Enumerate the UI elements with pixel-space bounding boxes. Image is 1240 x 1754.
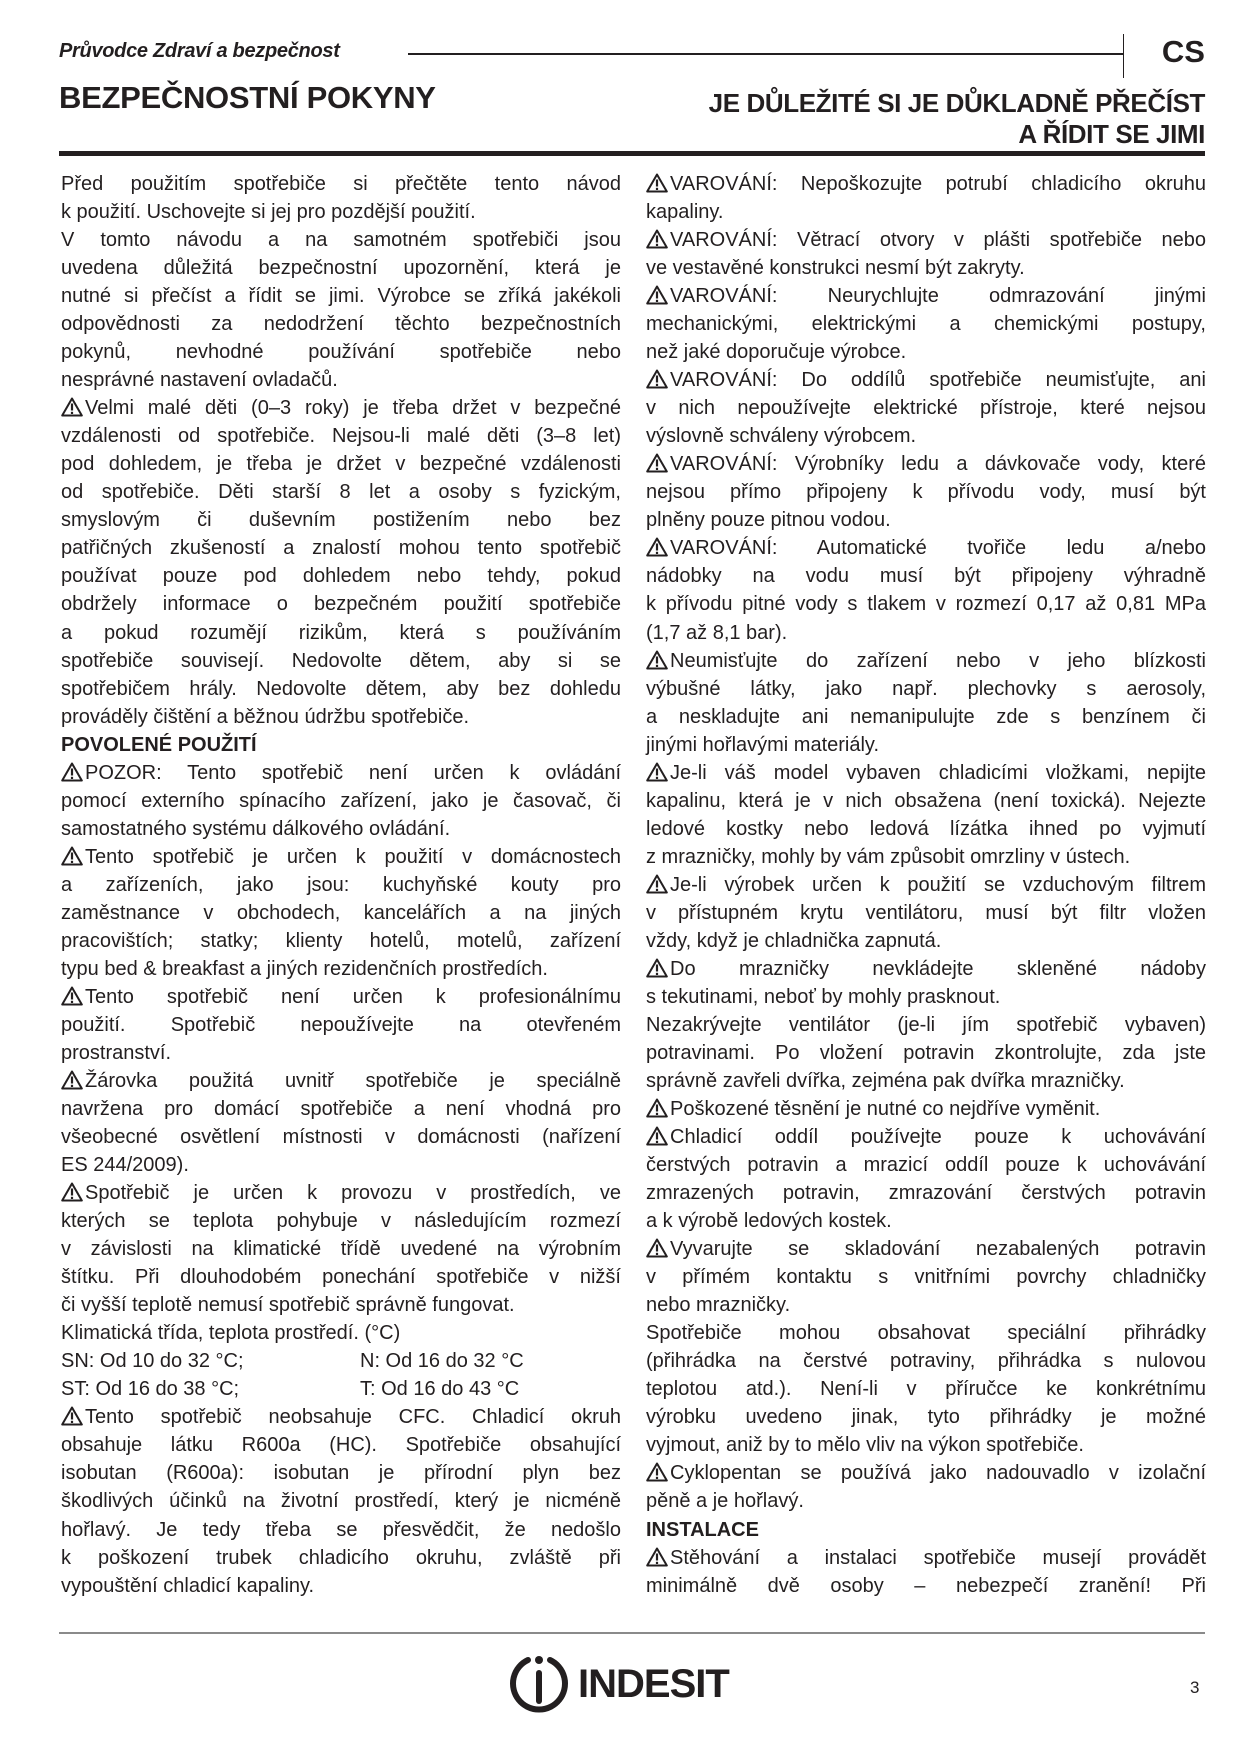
- text-line: [61, 927, 621, 955]
- line-text: pod dohledem, je třeba je držet v bezpečné vzdálenosti: [61, 453, 621, 476]
- text-line: [61, 1572, 621, 1600]
- line-text: a pokud rozumějí rizikům, která s používáním: [61, 621, 621, 644]
- text-line: [646, 843, 1206, 871]
- warning-triangle-icon: [646, 537, 668, 557]
- line-text: Tento spotřebič je určen k použití v domácnostech: [85, 845, 621, 868]
- text-line: [61, 1403, 621, 1431]
- warning-triangle-icon: [61, 397, 83, 417]
- text-line: [61, 1179, 621, 1207]
- text-line: [646, 1067, 1206, 1095]
- text-line: [646, 506, 1206, 534]
- text-line: [61, 1235, 621, 1263]
- line-text: spotřebiče souvisejí. Nedovolte dětem, aby si se: [61, 649, 621, 672]
- line-text: Žárovka použitá uvnitř spotřebiče je speciálně: [85, 1070, 621, 1092]
- line-text: navržena pro domácí spotřebiče a není vhodná pro: [61, 1098, 621, 1121]
- line-text: odpovědnosti za nedodržení těchto bezpečnostních: [61, 313, 621, 336]
- line-text: vzdálenosti od spotřebiče. Nejsou-li malé děti (3–8 let): [61, 425, 621, 448]
- line-text: v přímém kontaktu s vnitřními povrchy chladničky: [646, 1266, 1206, 1289]
- text-line: [646, 170, 1206, 198]
- warning-triangle-icon: [646, 762, 668, 782]
- text-line: [646, 338, 1206, 366]
- line-text: Stěhování a instalaci spotřebiče musejí provádět: [670, 1546, 1206, 1569]
- line-text: (1,7 až 8,1 bar).: [646, 621, 788, 644]
- brand-name: INDESIT: [578, 1661, 729, 1706]
- text-line: [646, 1263, 1206, 1291]
- text-line: [61, 1459, 621, 1487]
- line-text: pracovištích; statky; klienty hotelů, motelů, zařízení: [61, 929, 621, 952]
- line-text: potravinami. Po vložení potravin zkontrolujte, zda jste: [646, 1041, 1206, 1064]
- line-text: Před použitím spotřebiče si přečtěte tento návod: [61, 173, 621, 195]
- text-line: [646, 198, 1206, 226]
- line-text: Neumisťujte do zařízení nebo v jeho blízkosti: [670, 649, 1206, 672]
- warning-triangle-icon: [646, 1098, 668, 1118]
- line-text: nádobky na vodu musí být připojeny výhradně: [646, 565, 1206, 588]
- text-line: [646, 394, 1206, 422]
- text-line: [61, 170, 621, 198]
- line-text: VAROVÁNÍ: Do oddílů spotřebiče neumisťujte, ani: [670, 369, 1206, 392]
- text-line: [646, 1011, 1206, 1039]
- text-line: [61, 254, 621, 282]
- line-text: kapalinu, která je v nich obsažena (není toxická). Nejezte: [646, 789, 1206, 812]
- line-text: štítku. Při dlouhodobém ponechání spotřebiče v nižší: [61, 1266, 621, 1289]
- text-line: [646, 983, 1206, 1011]
- line-text: samostatného systému dálkového ovládání.: [61, 817, 451, 840]
- page-title: BEZPEČNOSTNÍ POKYNY: [59, 80, 436, 115]
- text-line: [61, 1095, 621, 1123]
- indesit-logo: [508, 1652, 748, 1716]
- line-text: plněny pouze pitnou vodou.: [646, 509, 891, 532]
- text-line: [646, 955, 1206, 983]
- line-text: Nezakrývejte ventilátor (je-li jím spotřebič vybaven): [646, 1013, 1206, 1036]
- line-text: (přihrádka na čerstvé potraviny, přihrádka s nulovou: [646, 1350, 1206, 1373]
- text-line: [61, 478, 621, 506]
- line-text: výslovně schváleny výrobcem.: [646, 425, 917, 448]
- line-text: než jaké doporučuje výrobce.: [646, 341, 907, 364]
- climate-class-row: [61, 1375, 621, 1403]
- line-text: Chladicí oddíl používejte pouze k uchovávání: [670, 1126, 1206, 1149]
- text-line: [61, 815, 621, 843]
- line-text: isobutan (R600a): isobutan je přírodní plyn bez: [61, 1462, 621, 1485]
- warning-triangle-icon: [646, 1126, 668, 1146]
- line-text: prostranství.: [61, 1041, 172, 1064]
- warning-triangle-icon: [646, 285, 668, 305]
- line-text: Do mrazničky nevkládejte skleněné nádoby: [670, 957, 1206, 980]
- text-line: [61, 759, 621, 787]
- subtitle-line: A ŘÍDIT SE JIMI: [1018, 119, 1205, 149]
- text-line: [61, 1067, 621, 1095]
- line-text: vyjmout, aniž by to mělo vliv na výkon spotřebiče.: [646, 1434, 1084, 1457]
- text-line: [646, 1319, 1206, 1347]
- line-text: minimálně dvě osoby – nebezpečí zranění! Při: [646, 1574, 1206, 1597]
- warning-triangle-icon: [61, 1070, 83, 1090]
- text-line: [61, 899, 621, 927]
- line-text: s tekutinami, neboť by mohly prasknout.: [646, 985, 1001, 1008]
- warning-triangle-icon: [646, 874, 668, 894]
- text-line: [646, 282, 1206, 310]
- text-line: [646, 675, 1206, 703]
- language-code: CS: [1161, 34, 1205, 69]
- line-text: nesprávné nastavení ovladačů.: [61, 369, 338, 392]
- subtitle-line: JE DŮLEŽITÉ SI JE DŮKLADNĚ PŘEČÍST: [708, 88, 1205, 118]
- text-line: [61, 590, 621, 618]
- line-text: vypouštění chladicí kapaliny.: [61, 1574, 315, 1597]
- text-line: [61, 647, 621, 675]
- line-text: ve vestavěné konstrukci nesmí být zakryty.: [646, 257, 1025, 280]
- text-line: [61, 338, 621, 366]
- text-line: [61, 394, 621, 422]
- warning-triangle-icon: [61, 846, 83, 866]
- section-heading: [61, 731, 621, 759]
- line-text: VAROVÁNÍ: Neurychlujte odmrazování jinými: [670, 285, 1206, 308]
- text-line: [646, 226, 1206, 254]
- text-line: [646, 1459, 1206, 1487]
- text-line: [646, 1291, 1206, 1319]
- climate-class-range: T: Od 16 do 43 °C: [360, 1378, 520, 1401]
- line-text: výbušné látky, jako např. plechovky s aerosoly,: [646, 677, 1206, 700]
- line-text: zaměstnance v obchodech, kancelářích a na jiných: [61, 901, 621, 924]
- line-text: VAROVÁNÍ: Nepoškozujte potrubí chladicího okruhu: [670, 173, 1206, 195]
- line-text: Je-li váš model vybaven chladicími vložkami, nepijte: [670, 761, 1206, 784]
- text-line: [61, 1039, 621, 1067]
- line-text: nebo mrazničky.: [646, 1294, 791, 1317]
- page-number: 3: [1190, 1678, 1200, 1697]
- text-line: [61, 1319, 621, 1347]
- line-text: POZOR: Tento spotřebič není určen k ovládání: [85, 761, 621, 784]
- line-text: vždy, když je chladnička zapnutá.: [646, 929, 942, 952]
- text-line: [646, 1375, 1206, 1403]
- text-line: [646, 703, 1206, 731]
- line-text: VAROVÁNÍ: Výrobníky ledu a dávkovače vody, které: [670, 453, 1206, 476]
- warning-triangle-icon: [61, 986, 83, 1006]
- text-line: [646, 1179, 1206, 1207]
- text-line: [61, 871, 621, 899]
- warning-triangle-icon: [61, 1406, 83, 1426]
- line-text: výrobku uvedeno jinak, tyto přihrádky je možné: [646, 1406, 1206, 1429]
- text-line: [61, 1207, 621, 1235]
- line-text: pokynů, nevhodné používání spotřebiče nebo: [61, 341, 621, 364]
- climate-class-row: [61, 1347, 621, 1375]
- header-rule: [408, 53, 1124, 55]
- text-line: [646, 366, 1206, 394]
- text-line: [646, 562, 1206, 590]
- text-line: [646, 1235, 1206, 1263]
- text-line: [646, 787, 1206, 815]
- line-text: pomocí externího spínacího zařízení, jako je časovač, či: [61, 789, 621, 812]
- line-text: a neskladujte ani nemanipulujte zde s benzínem či: [646, 705, 1206, 728]
- text-line: [646, 534, 1206, 562]
- warning-triangle-icon: [646, 229, 668, 249]
- left-column: [61, 170, 621, 1600]
- text-line: [61, 1431, 621, 1459]
- text-line: [646, 1487, 1206, 1515]
- guide-title: Průvodce Zdraví a bezpečnost: [59, 40, 340, 62]
- text-line: [61, 198, 621, 226]
- text-line: [61, 562, 621, 590]
- line-text: zmrazených potravin, zmrazování čerstvých potravin: [646, 1182, 1206, 1205]
- line-text: Tento spotřebič není určen k profesionálnímu: [85, 985, 621, 1008]
- line-text: hořlavý. Je tedy třeba se přesvědčit, že nedošlo: [61, 1518, 621, 1541]
- line-text: a zařízeních, jako jsou: kuchyňské kouty pro: [61, 873, 621, 896]
- line-text: teplotou atd.). Není-li v příručce ke konkrétnímu: [646, 1378, 1206, 1401]
- text-line: [61, 1123, 621, 1151]
- text-line: [646, 254, 1206, 282]
- text-line: [646, 1347, 1206, 1375]
- text-line: [646, 1403, 1206, 1431]
- text-line: [61, 366, 621, 394]
- line-text: čerstvých potravin a mrazicí oddíl pouze k uchovávání: [646, 1154, 1206, 1177]
- text-line: [646, 927, 1206, 955]
- text-line: [646, 1151, 1206, 1179]
- text-line: [646, 1039, 1206, 1067]
- text-line: [61, 955, 621, 983]
- line-text: správně zavřeli dvířka, zejména pak dvířka mrazničky.: [646, 1070, 1125, 1092]
- warning-triangle-icon: [61, 1182, 83, 1202]
- line-text: V tomto návodu a na samotném spotřebiči jsou: [61, 229, 621, 252]
- line-text: Klimatická třída, teplota prostředí. (°C): [61, 1322, 401, 1345]
- line-text: škodlivých účinků na životní prostředí, který je nicméně: [61, 1490, 621, 1513]
- text-line: [646, 1572, 1206, 1600]
- line-text: použití. Spotřebič nepoužívejte na otevřeném: [61, 1013, 621, 1036]
- line-text: či vyšší teplotě nemusí spotřebič správně fungovat.: [61, 1294, 515, 1317]
- text-line: [61, 983, 621, 1011]
- line-text: pěně a je hořlavý.: [646, 1490, 804, 1513]
- warning-triangle-icon: [646, 1462, 668, 1482]
- text-line: [61, 506, 621, 534]
- text-line: [61, 843, 621, 871]
- text-line: [61, 226, 621, 254]
- text-line: [61, 675, 621, 703]
- line-text: obsahuje látku R600a (HC). Spotřebiče obsahující: [61, 1434, 621, 1457]
- line-text: ES 244/2009).: [61, 1154, 189, 1177]
- climate-class-range: SN: Od 10 do 32 °C;: [61, 1350, 244, 1373]
- text-line: [61, 1487, 621, 1515]
- text-line: [646, 1207, 1206, 1235]
- text-line: [646, 478, 1206, 506]
- line-text: používat pouze pod dohledem nebo tehdy, pokud: [61, 565, 621, 588]
- line-text: uvedena důležitá bezpečnostní upozornění, která je: [61, 257, 621, 280]
- warning-triangle-icon: [646, 650, 668, 670]
- text-line: [61, 1263, 621, 1291]
- text-line: [646, 731, 1206, 759]
- line-text: typu bed & breakfast a jiných rezidenčních prostředích.: [61, 957, 548, 980]
- line-text: Je-li výrobek určen k použití se vzduchovým filtrem: [670, 873, 1206, 896]
- text-line: [61, 703, 621, 731]
- line-text: Spotřebiče mohou obsahovat speciální přihrádky: [646, 1322, 1206, 1345]
- text-line: [61, 534, 621, 562]
- line-text: Spotřebič je určen k provozu v prostředích, ve: [85, 1182, 621, 1205]
- line-text: Tento spotřebič neobsahuje CFC. Chladicí okruh: [85, 1406, 621, 1429]
- line-text: VAROVÁNÍ: Větrací otvory v plášti spotřebiče nebo: [670, 229, 1206, 252]
- text-line: [61, 1516, 621, 1544]
- right-column: [646, 170, 1206, 1600]
- text-line: [646, 1544, 1206, 1572]
- line-text: nutné si přečíst a řídit se jimi. Výrobce se zříká jakékoli: [61, 285, 621, 308]
- text-line: [646, 759, 1206, 787]
- text-line: [646, 815, 1206, 843]
- warning-triangle-icon: [646, 1238, 668, 1258]
- text-line: [61, 422, 621, 450]
- line-text: a k výrobě ledových kostek.: [646, 1210, 892, 1233]
- text-line: [646, 1123, 1206, 1151]
- line-text: jinými hořlavými materiály.: [646, 733, 880, 756]
- power-i-logo-icon: [508, 1652, 570, 1716]
- text-line: [646, 619, 1206, 647]
- line-text: prováděly čištění a běžnou údržbu spotřebiče.: [61, 705, 470, 728]
- line-text: nejsou přímo připojeny k přívodu vody, musí být: [646, 481, 1206, 504]
- warning-triangle-icon: [646, 173, 668, 193]
- line-text: v nich nepoužívejte elektrické přístroje, které nejsou: [646, 397, 1206, 420]
- line-text: od spotřebiče. Děti starší 8 let a osoby s fyzickým,: [61, 481, 621, 504]
- line-text: VAROVÁNÍ: Automatické tvořiče ledu a/nebo: [670, 537, 1206, 560]
- warning-triangle-icon: [646, 1547, 668, 1567]
- line-text: v závislosti na klimatické třídě uvedené na výrobním: [61, 1238, 621, 1261]
- text-line: [61, 619, 621, 647]
- text-line: [646, 899, 1206, 927]
- text-line: [61, 282, 621, 310]
- section-heading: [646, 1516, 1206, 1544]
- line-text: k poškození trubek chladicího okruhu, zvláště při: [61, 1546, 621, 1569]
- line-text: smyslovým či duševním postižením nebo bez: [61, 509, 621, 532]
- header-divider: [1123, 34, 1124, 78]
- text-line: [646, 590, 1206, 618]
- climate-class-range: N: Od 16 do 32 °C: [360, 1350, 524, 1373]
- line-text: k použití. Uschovejte si jej pro pozdější použití.: [61, 201, 476, 224]
- line-text: Poškozené těsnění je nutné co nejdříve vyměnit.: [670, 1098, 1101, 1121]
- line-text: kterých se teplota pohybuje v následujícím rozmezí: [61, 1210, 621, 1233]
- line-text: k přívodu pitné vody s tlakem v rozmezí 0,17 až 0,81 MPa: [646, 593, 1206, 616]
- warning-triangle-icon: [646, 958, 668, 978]
- text-line: [646, 1431, 1206, 1459]
- line-text: všeobecné osvětlení místnosti v domácnosti (nařízení: [61, 1126, 621, 1149]
- line-text: mechanickými, elektrickými a chemickými postupy,: [646, 313, 1206, 336]
- line-text: obdržely informace o bezpečném použití spotřebiče: [61, 593, 621, 616]
- line-text: ledové kostky nebo ledová lízátka ihned po vyjmutí: [646, 817, 1206, 840]
- line-text: spotřebičem hrály. Nedovolte dětem, aby bez dohledu: [61, 677, 621, 700]
- line-text: z mrazničky, mohly by vám způsobit omrzliny v ústech.: [646, 845, 1131, 868]
- line-text: patřičných zkušeností a znalostí mohou tento spotřebič: [61, 537, 621, 560]
- line-text: v přístupném krytu ventilátoru, musí být filtr vložen: [646, 901, 1206, 924]
- line-text: Velmi malé děti (0–3 roky) je třeba držet v bezpečné: [85, 397, 621, 420]
- text-line: [646, 647, 1206, 675]
- warning-triangle-icon: [61, 762, 83, 782]
- footer-rule: [59, 1632, 1205, 1634]
- text-line: [61, 1011, 621, 1039]
- text-line: [646, 1095, 1206, 1123]
- climate-class-range: ST: Od 16 do 38 °C;: [61, 1378, 240, 1401]
- text-line: [646, 871, 1206, 899]
- text-line: [61, 787, 621, 815]
- line-text: INSTALACE: [646, 1518, 759, 1541]
- text-line: [61, 1291, 621, 1319]
- page-subtitle: [709, 88, 1205, 150]
- text-line: [61, 450, 621, 478]
- line-text: POVOLENÉ POUŽITÍ: [61, 733, 257, 756]
- text-line: [646, 310, 1206, 338]
- text-line: [61, 1151, 621, 1179]
- warning-triangle-icon: [646, 369, 668, 389]
- text-line: [646, 450, 1206, 478]
- line-text: Cyklopentan se používá jako nadouvadlo v izolační: [670, 1462, 1206, 1485]
- text-line: [646, 422, 1206, 450]
- text-line: [61, 1544, 621, 1572]
- text-line: [61, 310, 621, 338]
- line-text: kapaliny.: [646, 201, 724, 224]
- title-rule: [59, 151, 1205, 156]
- warning-triangle-icon: [646, 453, 668, 473]
- line-text: Vyvarujte se skladování nezabalených potravin: [670, 1238, 1206, 1261]
